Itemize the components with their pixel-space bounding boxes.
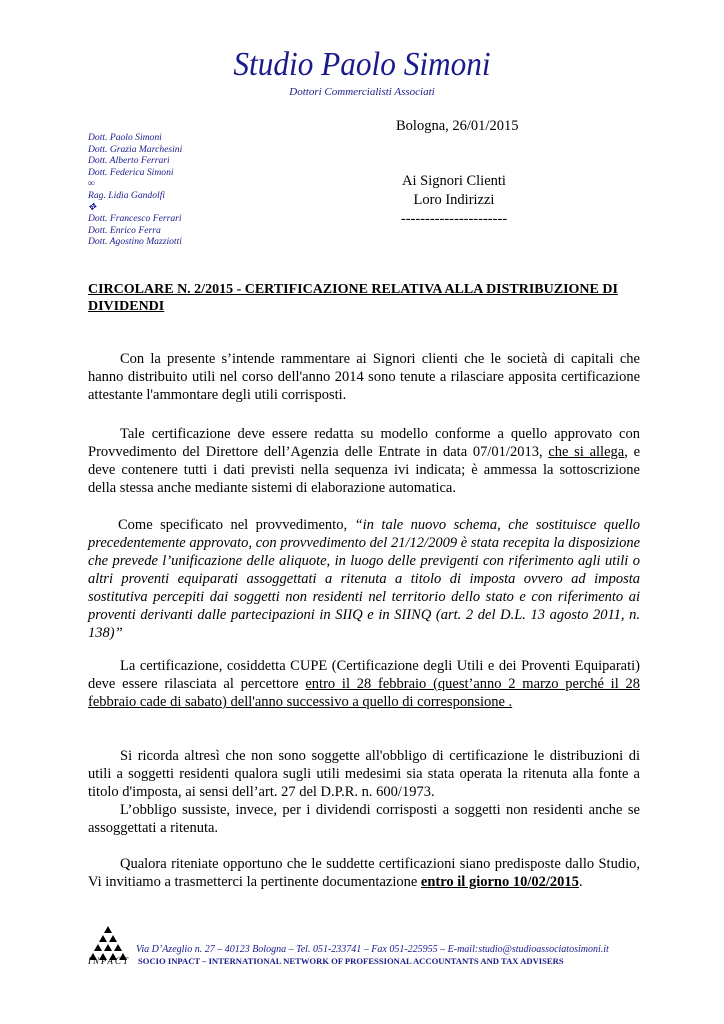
partner-name: Dott. Federica Simoni	[88, 166, 174, 178]
paragraph-7	[88, 855, 640, 891]
paragraph-6	[88, 801, 640, 837]
partner-name: Dott. Paolo Simoni	[88, 132, 162, 143]
date-line: Bologna, 26/01/2015	[396, 118, 519, 134]
firm-subtitle: Dottori Commercialisti Associati	[289, 86, 435, 98]
circular-title: CIRCOLARE N. 2/2015 - CERTIFICAZIONE RELATIVA ALLA DISTRIBUZIONE DI DIVIDENDI	[88, 282, 618, 314]
partner-name: Dott. Francesco Ferrari	[88, 213, 182, 225]
partner-name: Dott. Alberto Ferrari	[88, 155, 170, 167]
quoted-provision: “in tale nuovo schema, che sostituisce quello precedentemente approvato, con provvedimento del 21/12/2009 è stata recepita la disposizione che prevede l’unificazione delle aliquote, in luogo delle previgenti con riferimento agli utili o altri proventi equiparati assoggettati a ritenuta a titolo di imposta ovvero ad imposta sostitutiva percepiti dai soggetti non residenti nel territorio dello stato e con riferimento ai proventi derivanti dalle partecipazioni in SIIQ e in SIINQ (art. 2 del D.L. 13 agosto 2011, n. 138)”	[88, 517, 640, 641]
ornament-symbol: ✥	[88, 201, 97, 213]
paragraph-text: , e deve contenere tutti i dati previsti nella sequenza ivi indicata; è ammessa la sottoscrizione della stessa anche mediante sistemi di elaborazione automatica.	[88, 444, 640, 496]
paragraph-text: La certificazione, cosiddetta CUPE (Certificazione degli Utili e dei Proventi Equiparati) deve essere rilasciata al percettore	[88, 658, 640, 692]
attachment-note: che si allega	[548, 444, 625, 460]
addressee-line: Ai Signori Clienti	[402, 173, 506, 189]
paragraph-1	[88, 350, 640, 404]
partner-name: Dott. Grazia Marchesini	[88, 143, 183, 155]
partners-list	[88, 132, 182, 248]
addressee-block	[396, 172, 512, 229]
firm-name: Studio Paolo Simoni	[233, 46, 491, 83]
infinity-symbol: ∞	[88, 178, 95, 190]
paragraph-text: L’obbligo sussiste, invece, per i dividendi corrisposti a soggetti non residenti anche se assoggettati a ritenuta.	[88, 802, 640, 836]
paragraph-text: Qualora riteniate opportuno che le suddette certificazioni siano predisposte dallo Studio, Vi invitiamo a trasmetterci la pertinente documentazione	[88, 856, 640, 890]
addressee-line: Loro Indirizzi	[413, 192, 495, 208]
footer-address: Via D’Azeglio n. 27 – 40123 Bologna – Tel. 051-233741 – Fax 051-225955 – E-mail:studio@studioassociatosimoni.it	[136, 944, 609, 955]
footer-inpact-label: INPACT	[88, 956, 130, 966]
partner-name: Dott. Enrico Ferra	[88, 224, 161, 236]
footer-network: SOCIO INPACT – INTERNATIONAL NETWORK OF PROFESSIONAL ACCOUNTANTS AND TAX ADVISERS	[138, 956, 564, 966]
paragraph-text: Tale certificazione deve essere redatta su modello conforme a quello approvato con Provvedimento del Direttore dell’Agenzia delle Entrate in data 07/01/2013,	[88, 426, 640, 460]
paragraph-text: .	[578, 874, 583, 890]
paragraph-4	[88, 657, 640, 711]
paragraph-text: Si ricorda altresì che non sono soggette all'obbligo di certificazione le distribuzioni di utili a soggetti residenti qualora sugli utili medesimi sia stata operata la ritenuta alla fonte a titolo d'imposta, ai sensi dell’art. 27 del D.P.R. n. 600/1973.	[88, 748, 640, 800]
addressee-rule: ----------------------	[400, 211, 508, 227]
paragraph-3	[88, 516, 640, 642]
partner-name: Dott. Agostino Mazziotti	[88, 236, 182, 248]
deadline-date: entro il giorno 10/02/2015	[420, 874, 579, 890]
paragraph-text: Come specificato nel provvedimento,	[118, 517, 355, 533]
paragraph-2	[88, 425, 640, 497]
paragraph-text: Con la presente s’intende rammentare ai Signori clienti che le società di capitali che hanno distribuito utili nel corso dell'anno 2014 sono tenute a rilasciare apposita certificazione attestante l'ammontare degli utili corrisposti.	[88, 351, 640, 403]
deadline-note: entro il 28 febbraio (quest’anno 2 marzo perché il 28 febbraio cade di sabato) dell'anno successivo a quello di corresponsione .	[88, 676, 640, 710]
partner-name: Rag. Lidia Gandolfi	[88, 189, 166, 201]
paragraph-5	[88, 747, 640, 801]
